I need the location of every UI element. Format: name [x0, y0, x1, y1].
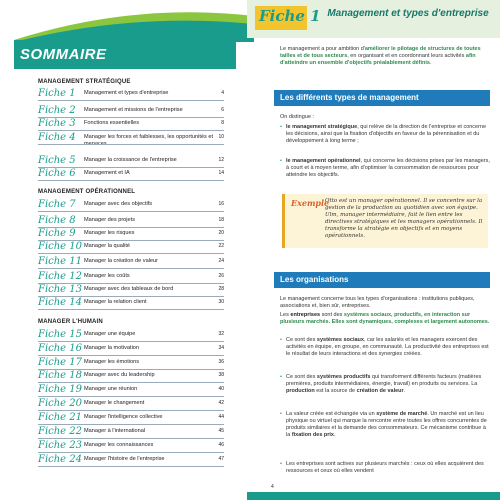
intro-highlight-2: afin d'atteindre un ensemble d'objectifs préalablement définis [280, 53, 476, 66]
toc-fiche-label: Fiche 2 [38, 105, 76, 116]
toc-page-number: 16 [218, 201, 224, 207]
toc-divider [38, 438, 224, 439]
section-title-organisations: Les organisations [280, 275, 349, 284]
ob3-b: système de marché [376, 411, 428, 417]
toc-divider [38, 211, 224, 212]
intro-text-3: . [429, 60, 432, 66]
toc-entry-title: Manager l'intelligence collective [84, 414, 163, 420]
intro-highlight-1: améliorer le pilotage de structures de toutes tailles et de tous secteurs [280, 46, 481, 59]
fiche-label: Fiche 1 [259, 7, 321, 25]
toc-page-number: 38 [218, 372, 224, 378]
toc-fiche-label: Fiche 21 [38, 412, 82, 423]
toc-page-number: 42 [218, 400, 224, 406]
toc-entry-title: Manager les coûts [84, 273, 130, 279]
toc-divider [38, 268, 224, 269]
toc-divider [38, 180, 224, 181]
toc-page-number: 6 [221, 107, 224, 113]
ob2-d: production [286, 388, 315, 394]
toc-divider [38, 410, 224, 411]
toc-entry-title: Fonctions essentielles [84, 120, 140, 126]
toc-fiche-label: Fiche 5 [38, 155, 76, 166]
toc-page-number: 30 [218, 299, 224, 305]
intro-text-2: , en organisant et en coordonnant leurs activités [347, 53, 466, 59]
toc-divider [38, 355, 224, 356]
ob2-g: . [403, 388, 406, 394]
intro-text-1: Le management a pour ambition d' [280, 46, 365, 52]
toc-fiche-label: Fiche 15 [38, 329, 82, 340]
sommaire-title: SOMMAIRE [20, 46, 107, 63]
ob3-a: La valeur créée est échangée via un [286, 411, 377, 417]
toc-fiche-label: Fiche 9 [38, 228, 76, 239]
bullet-operational [280, 158, 490, 179]
org-p2-bold: entreprises [290, 312, 321, 318]
toc-page-number: 4 [221, 90, 224, 96]
toc-fiche-label: Fiche 11 [38, 256, 82, 267]
toc-entry-title: Manager des projets [84, 217, 135, 223]
toc-fiche-label: Fiche 16 [38, 343, 82, 354]
bullet-market-system [280, 411, 490, 439]
toc-entry-title: Manager avec des tableaux de bord [84, 286, 174, 292]
toc-entry-title: Manager une réunion [84, 386, 138, 392]
ob2-f: création de valeur [356, 388, 404, 394]
toc-fiche-label: Fiche 23 [38, 440, 82, 451]
example-label: Exemple [291, 198, 330, 208]
toc-divider [38, 341, 224, 342]
toc-section-heading: MANAGER L'HUMAIN [38, 319, 103, 325]
bullet-strategic-term: le management stratégique [286, 124, 358, 130]
bullet-productive-systems [280, 374, 490, 395]
toc-divider [38, 130, 224, 131]
toc-divider [38, 424, 224, 425]
section-header-organisations [274, 272, 490, 288]
bullet-operational-term: le management opérationnel [286, 158, 361, 164]
on-distingue: On distingue : [280, 114, 314, 120]
example-text: Otto est un manager opérationnel. Il se concentre sur la gestion de la production au quotidien avec son équipe. Ulm, manager intermédiaire, fait le lien entre les directives stratégiques et les managers opérationnels. Il transforme la stratégie en objectifs et en moyens opérationnels. [325, 198, 483, 239]
intro-paragraph [280, 46, 490, 67]
toc-page-number: 44 [218, 414, 224, 420]
toc-fiche-label: Fiche 19 [38, 384, 82, 395]
bullet-strategic-text: , qui relève de la direction de l'entreprise et concerne les décisions, ainsi que la fixation d'objectifs en faveur de la pérennisation et du développement à long terme ; [286, 124, 487, 144]
toc-section-heading: MANAGEMENT OPÉRATIONNEL [38, 189, 136, 195]
org-paragraph-2 [280, 312, 490, 326]
right-footer-bar [247, 492, 500, 500]
toc-page-number: 18 [218, 217, 224, 223]
toc-page-number: 45 [218, 428, 224, 434]
toc-fiche-label: Fiche 1 [38, 88, 76, 99]
toc-fiche-label: Fiche 17 [38, 357, 82, 368]
toc-divider [38, 100, 224, 101]
toc-page-number: 26 [218, 273, 224, 279]
toc-page-number: 24 [218, 258, 224, 264]
toc-page-number: 12 [218, 157, 224, 163]
ob2-c: qui transforment différents facteurs (matières premières, produits intermédiaires, énergie, travail) en produits ou services. La [286, 374, 482, 387]
toc-entry-title: Manager la croissance de l'entreprise [84, 157, 177, 163]
bullet-multiple-markets: • Les entreprises sont actives sur plusieurs marchés : ceux où elles acquièrent des ressources et ceux où elles vendent [280, 461, 490, 475]
ob2-b: systèmes productifs [316, 374, 371, 380]
page-number: 4 [271, 484, 274, 490]
toc-entry-title: Management et types d'entreprise [84, 90, 169, 96]
toc-entry-title: Manager la création de valeur [84, 258, 159, 264]
toc-divider [38, 396, 224, 397]
bullet-operational-text: , qui concerne les décisions prises par les managers, à court et à moyen terme, afin d'optimiser la consommation de ressources pour atteindre les objectifs. [286, 158, 490, 178]
toc-entry-title: Manager la relation client [84, 299, 147, 305]
toc-divider [38, 466, 224, 467]
toc-page-number: 8 [221, 120, 224, 126]
toc-page-number: 14 [218, 170, 224, 176]
toc-section-heading: MANAGEMENT STRATÉGIQUE [38, 79, 131, 85]
toc-fiche-label: Fiche 12 [38, 271, 82, 282]
toc-fiche-label: Fiche 4 [38, 132, 76, 143]
ob3-d: fixation des prix [291, 432, 334, 438]
toc-page-number: 34 [218, 345, 224, 351]
org-p2-highlight: systèmes sociaux, productifs, en interaction sur plusieurs marchés. Elles sont dynamiques, complexes et largement autonomes. [280, 312, 490, 325]
toc-divider [38, 382, 224, 383]
toc-divider [38, 452, 224, 453]
ob3-c: . Un marché est un lieu physique ou virtuel qui marque la rencontre entre toutes les offres concurrentes de produits similaires et la demande des consommateurs. Ce mécanisme contribue à la [286, 411, 487, 438]
toc-fiche-label: Fiche 13 [38, 284, 82, 295]
org-p2-mid: sont des [320, 312, 344, 318]
toc-entry-title: Manager une équipe [84, 331, 136, 337]
org-p2-text: Les [280, 312, 291, 318]
toc-page-number: 40 [218, 386, 224, 392]
toc-entry-title: Manager l'histoire de l'entreprise [84, 456, 165, 462]
section-title-types: Les différents types de management [280, 93, 419, 102]
section-header-types [274, 90, 490, 106]
toc-page-number: 10 [218, 134, 224, 140]
right-page [247, 0, 500, 500]
toc-entry-title: Manager avec du leadership [84, 372, 155, 378]
page-title: Management et types d'entreprise [327, 8, 489, 19]
ob1-a: Ce sont des [286, 337, 317, 343]
ob2-a: Ce sont des [286, 374, 317, 380]
toc-fiche-label: Fiche 20 [38, 398, 82, 409]
toc-page-number: 32 [218, 331, 224, 337]
toc-entry-title: Manager les connaissances [84, 442, 154, 448]
toc-fiche-label: Fiche 14 [38, 297, 82, 308]
toc-entry-title: Manager avec des objectifs [84, 201, 153, 207]
toc-divider [38, 253, 224, 254]
ob3-e: . [334, 432, 336, 438]
toc-divider [38, 309, 224, 310]
toc-fiche-label: Fiche 8 [38, 215, 76, 226]
toc-entry-title: Manager le changement [84, 400, 145, 406]
toc-page-number: 36 [218, 359, 224, 365]
toc-page-number: 28 [218, 286, 224, 292]
toc-page-number: 46 [218, 442, 224, 448]
ob2-e: est la source de [314, 388, 357, 394]
bullet-strategic [280, 124, 490, 145]
toc-fiche-label: Fiche 18 [38, 370, 82, 381]
toc-fiche-label: Fiche 22 [38, 426, 82, 437]
example-box [282, 194, 488, 248]
ob1-b: systèmes sociaux [316, 337, 364, 343]
bullet-social-systems [280, 337, 490, 358]
toc-fiche-label: Fiche 6 [38, 168, 76, 179]
toc-fiche-label: Fiche 10 [38, 241, 82, 252]
org-paragraph-1: Le management concerne tous les types d'organisations : institutions publiques, associations et, bien sûr, entreprises. [280, 296, 475, 309]
toc-entry-title: Manager les émotions [84, 359, 140, 365]
toc-entry-title: Manager la qualité [84, 243, 131, 249]
toc-page-number: 47 [218, 456, 224, 462]
toc-entry-title: Manager à l'international [84, 428, 146, 434]
toc-entry-title: Manager les risques [84, 230, 135, 236]
toc-entry-title: Management et IA [84, 170, 130, 176]
toc-page-number: 20 [218, 230, 224, 236]
toc-page-number: 22 [218, 243, 224, 249]
toc-fiche-label: Fiche 7 [38, 199, 76, 210]
toc-entry-title: Manager la motivation [84, 345, 140, 351]
toc-entry-title: Manager les forces et faiblesses, les opportunités et [84, 134, 214, 140]
ob1-c: , car les salariés et les managers exercent des activités en équipe, en groupe, en communauté. La productivité des entreprises est le résultat de leurs interactions et des synergies créées. [286, 337, 489, 357]
toc-fiche-label: Fiche 24 [38, 454, 82, 465]
toc-entry-title: Management et missions de l'entreprise [84, 107, 183, 113]
toc-fiche-label: Fiche 3 [38, 118, 76, 129]
toc-divider [38, 144, 224, 145]
